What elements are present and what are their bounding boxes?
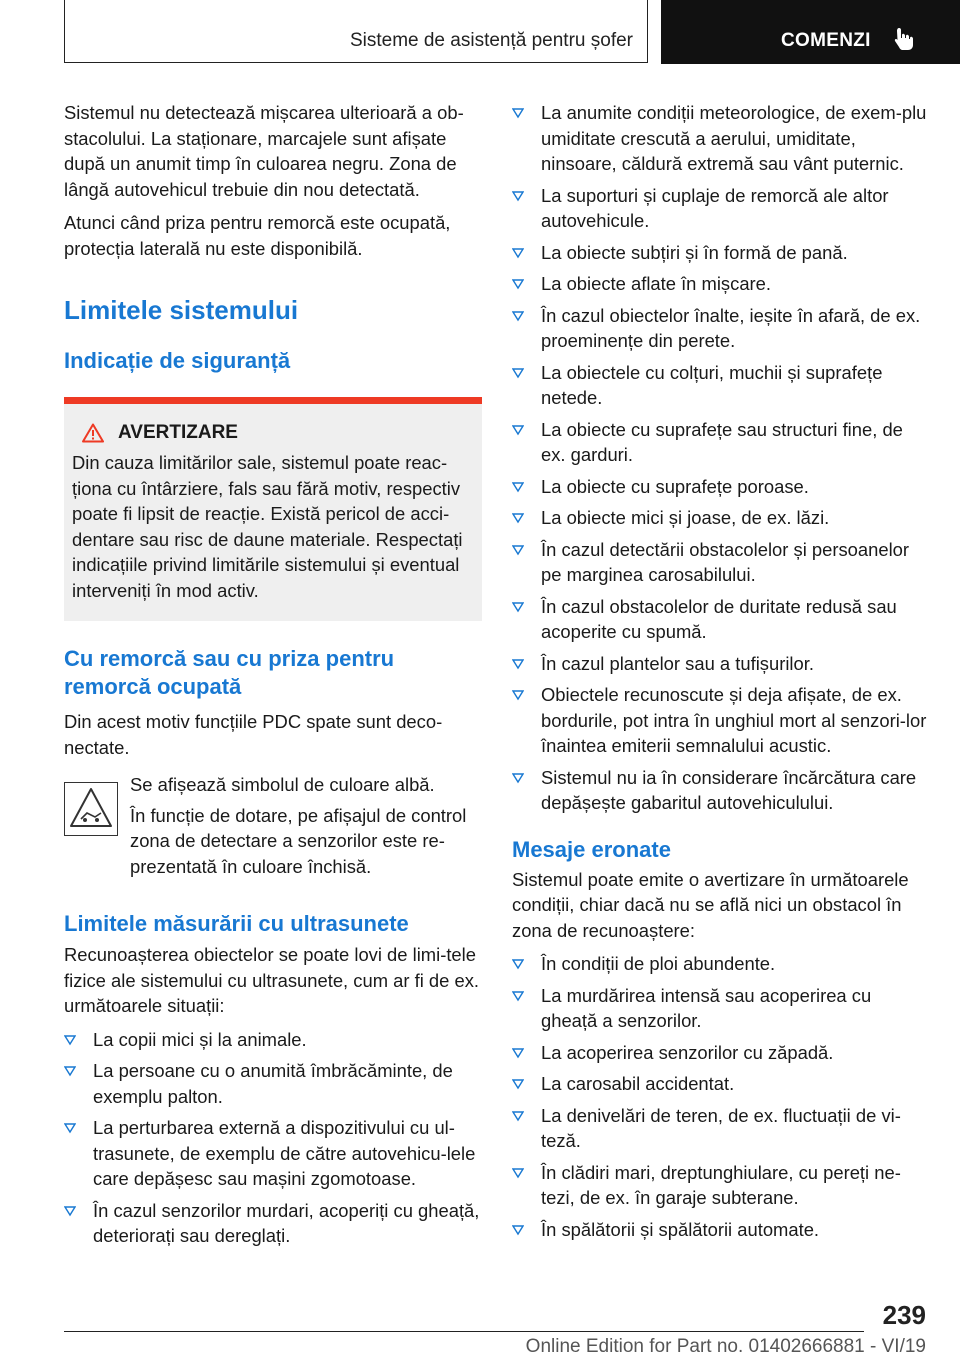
list-item: La obiecte mici și joase, de ex. lăzi. [512, 505, 928, 531]
triangle-bullet-icon [512, 107, 524, 119]
page-header [64, 0, 960, 64]
list-item: Obiectele recunoscute și deja afișate, de ex. bordurile, pot intra în unghiul mort al senzori-lor înaintea emiterii semnalului acustic. [512, 682, 928, 759]
triangle-bullet-icon [512, 689, 524, 701]
page-number: 239 [882, 1300, 926, 1330]
triangle-bullet-icon [512, 1167, 524, 1179]
warning-header [82, 422, 474, 444]
list-item: La obiectele cu colțuri, muchii și suprafețe netede. [512, 360, 928, 411]
list-item: În spălătorii și spălătorii automate. [512, 1217, 928, 1243]
heading-safety: Indicație de siguranță [64, 348, 291, 373]
warning-title: AVERTIZARE [118, 422, 238, 443]
warning-box [64, 397, 482, 621]
right-column [512, 100, 928, 1248]
triangle-bullet-icon [512, 958, 524, 970]
edition-info: Online Edition for Part no. 01402666881 - VI/19 [525, 1336, 926, 1357]
bullet-list [512, 951, 928, 1242]
list-item: La persoane cu o anumită îmbrăcăminte, de exemplu palton. [64, 1058, 482, 1109]
warning-triangle-icon [82, 423, 104, 443]
list-item: Sistemul nu ia în considerare încărcătura care depășește gabaritul autovehiculului. [512, 765, 928, 816]
triangle-bullet-icon [512, 247, 524, 259]
list-item: La murdărirea intensă sau acoperirea cu gheață a senzorilor. [512, 983, 928, 1034]
triangle-bullet-icon [512, 310, 524, 322]
paragraph: Sistemul nu detectează mișcarea ulterioară a ob-stacolului. La staționare, marcajele sunt afișate după un anumit timp în culoarea negru. Zona de lângă autovehicul trebuie din nou detectată. [64, 102, 464, 200]
heading-errors: Mesaje eronate [512, 836, 671, 862]
triangle-bullet-icon [64, 1065, 76, 1077]
heading-trailer: Cu remorcă sau cu priza pentru remorcă ocupată [64, 646, 395, 699]
list-item: În cazul obiectelor înalte, ieșite în afară, de ex. proeminențe din perete. [512, 303, 928, 354]
list-item: În condiții de ploi abundente. [512, 951, 928, 977]
section-title: Sisteme de asistență pentru șofer [349, 30, 633, 51]
triangle-bullet-icon [512, 601, 524, 613]
heading-limits: Limitele sistemului [64, 295, 299, 325]
list-item: La anumite condiții meteorologice, de exem-plu umiditate crescută a aerului, umiditate, ninsoare, căldură extremă sau vânt puternic. [512, 100, 928, 177]
left-column [64, 100, 482, 1255]
list-item: La acoperirea senzorilor cu zăpadă. [512, 1040, 928, 1066]
list-item: La copii mici și la animale. [64, 1027, 482, 1053]
list-item: În cazul senzorilor murdari, acoperiți cu gheață, deteriorați sau dereglați. [64, 1198, 482, 1249]
triangle-bullet-icon [512, 658, 524, 670]
list-item: În clădiri mari, dreptunghiulare, cu pereți ne-tezi, de ex. în garaje subterane. [512, 1160, 928, 1211]
list-item: La carosabil accidentat. [512, 1071, 928, 1097]
list-item: La obiecte cu suprafețe sau structuri fine, de ex. garduri. [512, 417, 928, 468]
paragraph: Sistemul poate emite o avertizare în următoarele condiții, chiar dacă nu se află nici un obstacol în zona de recunoaștere: [512, 868, 909, 941]
bullet-list [64, 1027, 482, 1249]
triangle-bullet-icon [512, 278, 524, 290]
chapter-tab[interactable] [661, 0, 960, 64]
list-item: La obiecte subțiri și în formă de pană. [512, 240, 928, 266]
triangle-bullet-icon [512, 1047, 524, 1059]
hand-pointer-icon [893, 26, 915, 52]
triangle-bullet-icon [512, 512, 524, 524]
section-tab[interactable] [64, 0, 648, 63]
paragraph: Recunoașterea obiectelor se poate lovi de limi-tele fizice ale sistemului cu ultrasunete, cum ar fi de ex. următoarele situații: [64, 944, 479, 1016]
triangle-bullet-icon [512, 990, 524, 1002]
triangle-bullet-icon [64, 1034, 76, 1046]
warning-text: Din cauza limitărilor sale, sistemul poate reac-ționa cu întârziere, fals sau fără motiv, respectiv poate fi lipsit de reacție. Există pericol de acci-dentare sau risc de daune materiale. Respectați indicațiile privind limitările sistemului și eventual interveniți în mod activ. [72, 452, 463, 601]
triangle-bullet-icon [512, 772, 524, 784]
list-item: La obiecte cu suprafețe poroase. [512, 474, 928, 500]
heading-ultrasound: Limitele măsurării cu ultrasunete [64, 911, 409, 936]
triangle-bullet-icon [512, 481, 524, 493]
triangle-bullet-icon [64, 1205, 76, 1217]
triangle-bullet-icon [512, 544, 524, 556]
symbol-text: În funcție de dotare, pe afișajul de control zona de detectare a senzorilor este re-prezentată în culoare închisă. [130, 804, 467, 877]
list-item: În cazul obstacolelor de duritate redusă sau acoperite cu spumă. [512, 594, 928, 645]
triangle-bullet-icon [64, 1122, 76, 1134]
triangle-bullet-icon [512, 1078, 524, 1090]
list-item: La denivelări de teren, de ex. fluctuații de vi-teză. [512, 1103, 928, 1154]
list-item: La obiecte aflate în mișcare. [512, 271, 928, 297]
chapter-title: COMENZI [781, 30, 871, 51]
list-item: La suporturi și cuplaje de remorcă ale altor autovehicule. [512, 183, 928, 234]
triangle-bullet-icon [512, 1110, 524, 1122]
triangle-bullet-icon [512, 190, 524, 202]
list-item: În cazul plantelor sau a tufișurilor. [512, 651, 928, 677]
list-item: La perturbarea externă a dispozitivului cu ul-trasunete, de exemplu de către autovehicu-lele care depășesc sau mașini zgomotoase. [64, 1115, 482, 1192]
trailer-warning-symbol [64, 782, 118, 836]
triangle-bullet-icon [512, 367, 524, 379]
trailer-warning-icon [65, 783, 117, 835]
bullet-list [512, 100, 928, 816]
triangle-bullet-icon [512, 424, 524, 436]
list-item: În cazul detectării obstacolelor și persoanelor pe marginea carosabilului. [512, 537, 928, 588]
footer-divider [64, 1331, 864, 1332]
paragraph: Atunci când priza pentru remorcă este ocupată, protecția laterală nu este disponibilă. [64, 212, 451, 259]
triangle-bullet-icon [512, 1224, 524, 1236]
symbol-description [64, 772, 482, 888]
symbol-text: Se afișează simbolul de culoare albă. [130, 774, 435, 795]
paragraph: Din acest motiv funcțiile PDC spate sunt deco-nectate. [64, 711, 443, 758]
